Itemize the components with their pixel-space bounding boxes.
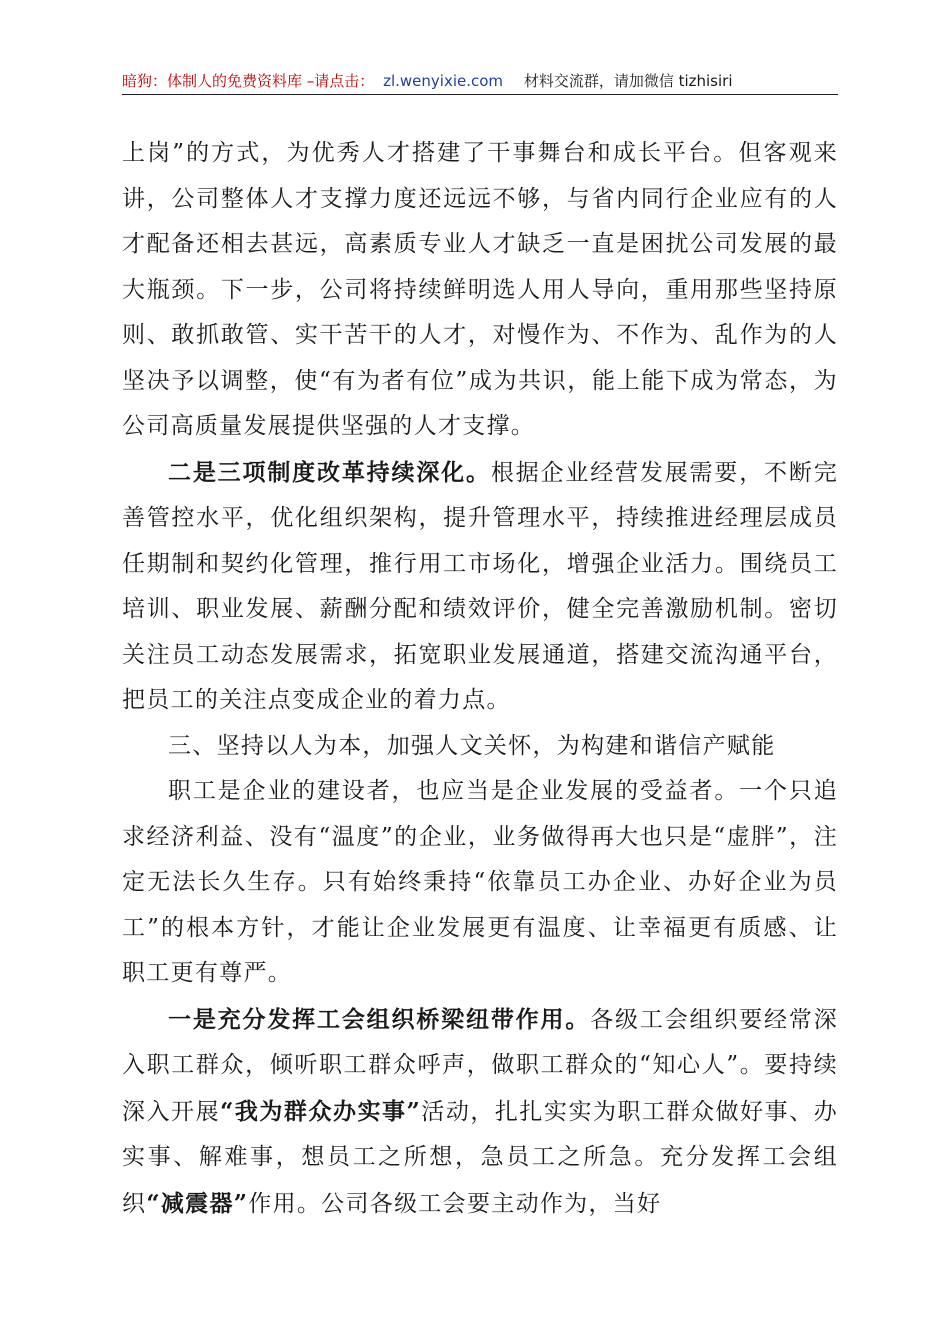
header-prompt: –请点击： [306, 72, 375, 90]
header-brand: 暗狗：体制人的免费资料库 [122, 72, 303, 90]
document-body [122, 131, 838, 1227]
paragraph-union-text-3: 作用。公司各级工会要主动作为，当好 [248, 1190, 662, 1217]
paragraph-people-first: 职工是企业的建设者，也应当是企业发展的受益者。一个只追求经济利益、没有“温度”的企业，业务做得再大也只是“虚胖”，注定无法长久生存。只有始终秉持“依靠员工办企业、办好企业为员工”的根本方针，才能让企业发展更有温度、让幸福更有质感、让职工更有尊严。 [122, 778, 838, 986]
paragraph-reform-text: 根据企业经营发展需要，不断完善管控水平，优化组织架构，提升管理水平，持续推进经理层成员任期制和契约化管理，推行用工市场化，增强企业活力。围绕员工培训、职业发展、薪酬分配和绩效评价，健全完善激励机制。密切关注员工动态发展需求，拓宽职业发展通道，搭建交流沟通平台，把员工的关注点变成企业的着力点。 [122, 459, 839, 713]
paragraph-reform-lead: 二是三项制度改革持续深化。 [168, 458, 491, 486]
header-group-info: 材料交流群，请加微信 tizhisiri [523, 72, 733, 90]
paragraph-reform [122, 450, 838, 724]
paragraph-union-bold-2: “减震器” [146, 1189, 249, 1217]
paragraph-union-text-1: 各级工会组织要经常深入职工群众，倾听职工群众呼声，做职工群众的“知心人”。要持续深入开展 [122, 1006, 838, 1125]
paragraph-union-bold-1: “我为群众办实事” [220, 1097, 422, 1125]
header-divider [122, 94, 838, 95]
paragraph-union [122, 997, 838, 1228]
paragraph-union-lead: 一是充分发挥工会组织桥梁纽带作用。 [168, 1005, 591, 1033]
paragraph-talent: 上岗”的方式，为优秀人才搭建了干事舞台和成长平台。但客观来讲，公司整体人才支撑力度还远远不够，与省内同行企业应有的人才配备还相去甚远，高素质专业人才缺乏一直是困扰公司发展的最大瓶颈。下一步，公司将持续鲜明选人用人导向，重用那些坚持原则、敢抓敢管、实干苦干的人才，对慢作为、不作为、乱作为的人坚决予以调整，使“有为者有位”成为共识，能上能下成为常态，为公司高质量发展提供坚强的人才支撑。 [122, 140, 838, 439]
page-header [122, 70, 838, 92]
paragraph-union-text-2: 活动，扎扎实实为职工群众做好事、办实事、解难事，想员工之所想，急员工之所急。充分发挥工会组织 [122, 1098, 838, 1217]
section-heading-3: 三、坚持以人为本，加强人文关怀，为构建和谐信产赋能 [168, 732, 776, 759]
header-url-link[interactable]: zl.wenyixie.com [383, 72, 504, 90]
